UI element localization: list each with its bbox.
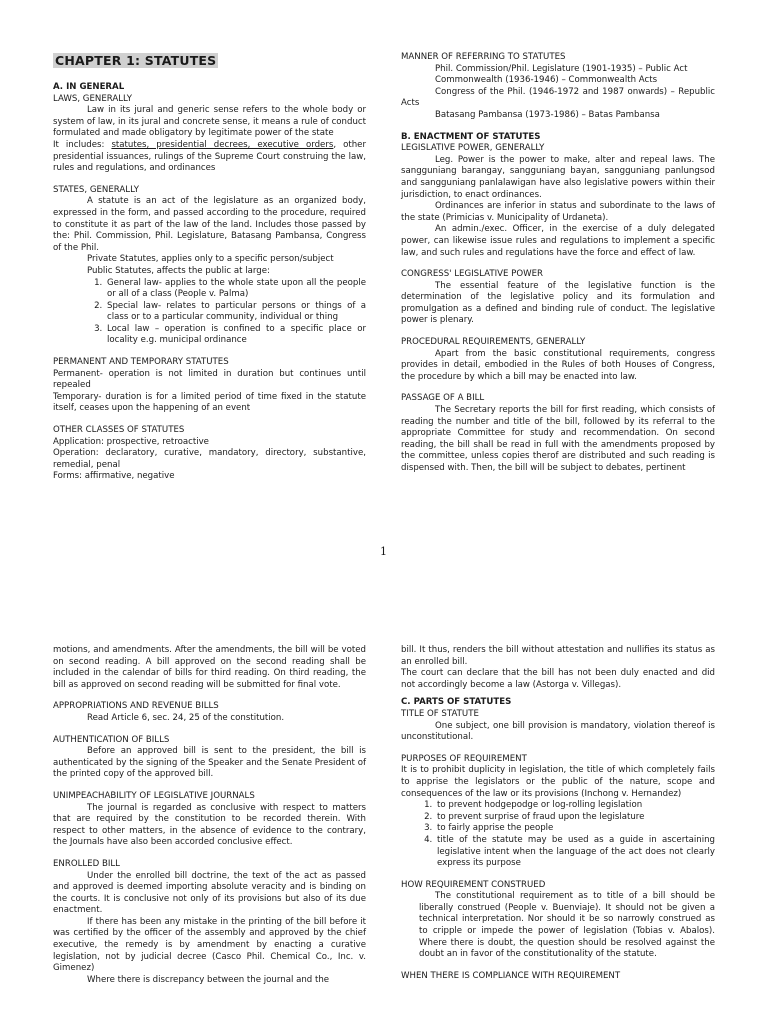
section-heading: A. IN GENERAL xyxy=(53,82,125,92)
public-statutes-list xyxy=(53,278,366,348)
paragraph: Commonwealth (1936-1946) – Commonwealth Acts xyxy=(435,75,658,86)
section-heading: B. ENACTMENT OF STATUTES xyxy=(401,131,541,142)
paragraph: A statute is an act of the legislature as an organized body, expressed in the form, and passed according to the procedure, required to constitute it as part of the law of the land. Includes those passed by the: Phil. Commission, Phil. Legislature, Batasang Pambansa, Congress of the Phil. xyxy=(53,196,366,253)
paragraph: It includes: statutes, presidential decrees, executive orders, other presidential issuances, rulings of the Supreme Court construing the law, rules and regulations, and ordinances xyxy=(53,139,366,174)
subheading: ENROLLED BILL xyxy=(53,858,120,869)
paragraph: Phil. Commission/Phil. Legislature (1901-1935) – Public Act xyxy=(435,63,688,74)
chapter-title: CHAPTER 1: STATUTES xyxy=(55,53,217,68)
paragraph: If there has been any mistake in the printing of the bill before it was certified by the officer of the assembly and approved by the chief executive, the remedy is by amendment by enacting a curative legislation, not by judicial decree (Casco Phil. Chemical Co., Inc. v. Gimenez) xyxy=(53,916,366,974)
subheading: HOW REQUIREMENT CONSTRUED xyxy=(401,879,546,890)
paragraph: Apart from the basic constitutional requirements, congress provides in detail, embodied in the Rules of both Houses of Congress, the procedure by which a bill may be enacted into law. xyxy=(401,348,715,382)
list-item: 1. General law- applies to the whole state upon all the people or all of a class (People v. Palma) xyxy=(105,278,366,301)
paragraph: Ordinances are inferior in status and subordinate to the laws of the state (Primicias v. Municipality of Urdaneta). xyxy=(401,201,715,223)
subheading: CONGRESS' LEGISLATIVE POWER xyxy=(401,269,543,280)
paragraph: Public Statutes, affects the public at large: xyxy=(87,265,270,276)
page-number: 1 xyxy=(380,545,387,558)
paragraph: motions, and amendments. After the amendments, the bill will be voted on second reading. A bill approved on the second reading shall be included in the calendar of bills for third reading. On third reading, the bill as approved on second reading will be submitted for final vote. xyxy=(53,645,366,690)
paragraph: Batasang Pambansa (1973-1986) – Batas Pambansa xyxy=(435,109,660,120)
paragraph: Congress of the Phil. (1946-1972 and 1987 onwards) – Republic Acts xyxy=(401,86,715,109)
paragraph: bill. It thus, renders the bill without attestation and nullifies its status as an enrolled bill. xyxy=(401,645,715,667)
paragraph: The court can declare that the bill has not been duly enacted and did not accordingly become a law (Astorga v. Villegas). xyxy=(401,668,715,690)
subheading: APPROPRIATIONS AND REVENUE BILLS xyxy=(53,701,219,712)
list-item: 2. Special law- relates to particular persons or things of a class or to a particular community, individual or thing xyxy=(105,301,366,324)
subheading: PERMANENT AND TEMPORARY STATUTES xyxy=(53,357,229,368)
page2-left-column xyxy=(53,645,366,986)
paragraph: Forms: affirmative, negative xyxy=(53,471,175,482)
paragraph: The journal is regarded as conclusive with respect to matters that are required by the constitution to be recorded therein. With respect to other matters, in the absence of evidence to the contrary, the Journals have also been accorded conclusive effect. xyxy=(53,802,366,848)
paragraph: Leg. Power is the power to make, alter and repeal laws. The sangguniang barangay, sangguniang bayan, sangguniang panlungsod and sangguniang panlalawigan have also legislative powers within their jurisdiction, to enact ordinances. xyxy=(401,154,715,200)
subheading: WHEN THERE IS COMPLIANCE WITH REQUIREMENT xyxy=(401,970,621,981)
list-item: 2. to prevent surprise of fraud upon the legislature xyxy=(435,812,715,824)
paragraph: Law in its jural and generic sense refers to the whole body or system of law, in its jural and concrete sense, it means a rule of conduct formulated and made obligatory by legitimate power of the state xyxy=(53,105,366,139)
subheading: PASSAGE OF A BILL xyxy=(401,393,485,404)
list-item: 4. title of the statute may be used as a guide in ascertaining legislative intent when the language of the act does not clearly express its purpose xyxy=(435,835,715,870)
paragraph: One subject, one bill provision is mandatory, violation thereof is unconstitutional. xyxy=(401,720,715,743)
paragraph: The Secretary reports the bill for first reading, which consists of reading the number and title of the bill, followed by its referral to the appropriate Committee for study and recommendation. On second reading, the bill shall be read in full with the amendments proposed by the committee, unless copies therof are distributed and such reading is dispensed with. Then, the bill will be subject to debates, pertinent xyxy=(401,405,715,473)
subheading: TITLE OF STATUTE xyxy=(401,708,479,719)
paragraph: The essential feature of the legislative function is the determination of the legislative policy and its formulation and promulgation as a defined and binding rule of conduct. The legislative power is plenary. xyxy=(401,280,715,326)
section-heading: C. PARTS OF STATUTES xyxy=(401,697,512,708)
subheading: UNIMPEACHABILITY OF LEGISLATIVE JOURNALS xyxy=(53,790,255,801)
subheading: PURPOSES OF REQUIREMENT xyxy=(401,753,527,764)
subheading: PROCEDURAL REQUIREMENTS, GENERALLY xyxy=(401,337,586,348)
paragraph: Temporary- duration is for a limited period of time fixed in the statute itself, ceases upon the happening of an event xyxy=(53,391,366,414)
paragraph: Read Article 6, sec. 24, 25 of the constitution. xyxy=(87,712,285,723)
paragraph: Before an approved bill is sent to the president, the bill is authenticated by the signing of the Speaker and the Senate President of the printed copy of the approved bill. xyxy=(53,746,366,780)
subheading: LAWS, GENERALLY xyxy=(53,93,132,104)
paragraph: Under the enrolled bill doctrine, the text of the act as passed and approved is deemed importing absolute veracity and is binding on the courts. It is conclusive not only of its provisions but also of its due enactment. xyxy=(53,870,366,916)
paragraph: Private Statutes, applies only to a specific person/subject xyxy=(87,254,334,265)
paragraph: It is to prohibit duplicity in legislation, the title of which completely fails to apprise the legislators or the public of the nature, scope and consequences of the law or its provisions (Inchong v. Hernandez) xyxy=(401,765,715,799)
paragraph: An admin./exec. Officer, in the exercise of a duly delegated power, can likewise issue rules and regulations to implement a specific law, and such rules and regulations have the force and effect of law. xyxy=(401,224,715,258)
page2-right-column xyxy=(401,645,715,982)
subheading: LEGISLATIVE POWER, GENERALLY xyxy=(401,143,545,154)
paragraph: Operation: declaratory, curative, mandatory, directory, substantive, remedial, penal xyxy=(53,448,366,470)
subheading: AUTHENTICATION OF BILLS xyxy=(53,734,170,745)
purposes-list xyxy=(401,800,715,870)
subheading: MANNER OF REFERRING TO STATUTES xyxy=(401,52,566,62)
page1-left-column xyxy=(53,82,366,483)
paragraph: The constitutional requirement as to title of a bill should be liberally construed (People v. Buenviaje). It should not be given a technical interpretation. Nor should it be so narrowly construed as to cripple or impede the power of legislation (Tobias v. Abalos). Where there is doubt, the question should be resolved against the doubt an in favor of the constitutionality of the statute. xyxy=(419,891,715,960)
list-item: 3. to fairly apprise the people xyxy=(435,823,715,835)
paragraph: Application: prospective, retroactive xyxy=(53,436,209,447)
page1-right-column xyxy=(401,52,715,475)
subheading: STATES, GENERALLY xyxy=(53,184,139,195)
list-item: 3. Local law – operation is confined to a specific place or locality e.g. municipal ordinance xyxy=(105,324,366,347)
subheading: OTHER CLASSES OF STATUTES xyxy=(53,425,185,436)
list-item: 1. to prevent hodgepodge or log-rolling legislation xyxy=(435,800,715,812)
paragraph: Permanent- operation is not limited in duration but continues until repealed xyxy=(53,368,366,391)
paragraph: Where there is discrepancy between the journal and the xyxy=(87,974,330,985)
